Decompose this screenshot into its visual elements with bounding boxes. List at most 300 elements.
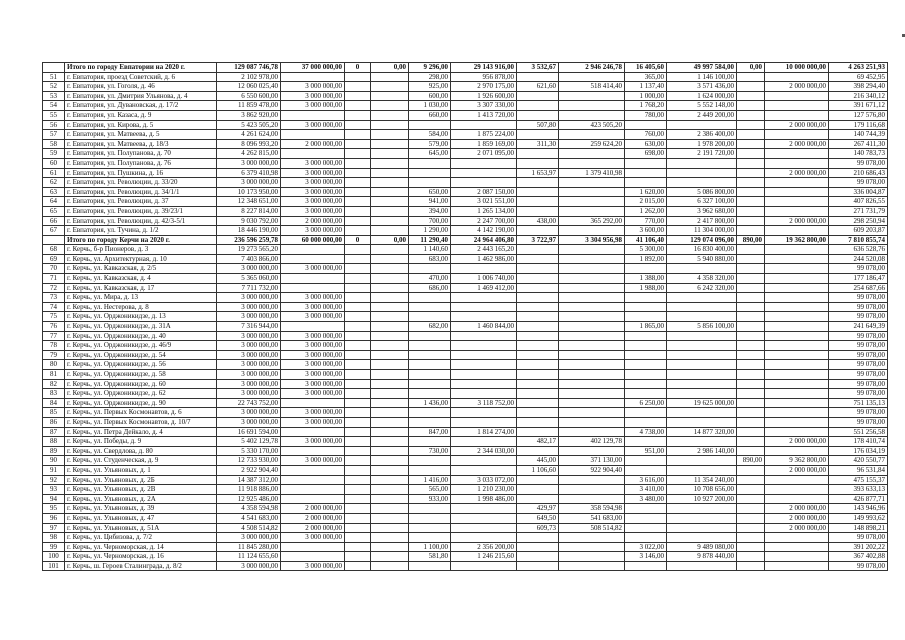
value-cell: 3 307 330,00	[451, 101, 517, 111]
value-cell: 22 743 752,00	[217, 398, 281, 408]
value-cell	[765, 398, 829, 408]
value-cell	[737, 533, 765, 543]
value-cell	[517, 398, 559, 408]
value-cell: 1 290,00	[409, 226, 451, 236]
value-cell	[625, 513, 667, 523]
value-cell	[737, 446, 765, 456]
row-number-cell: 84	[43, 398, 65, 408]
value-cell	[409, 513, 451, 523]
value-cell	[371, 552, 409, 562]
value-cell: 2 000 000,00	[765, 139, 829, 149]
value-cell	[737, 379, 765, 389]
address-cell: г. Евпатория, ул. Революции, д. 37	[65, 197, 217, 207]
value-cell	[517, 254, 559, 264]
value-cell: 780,00	[625, 110, 667, 120]
value-cell	[737, 139, 765, 149]
value-cell	[345, 523, 371, 533]
value-cell: 3 000 000,00	[217, 312, 281, 322]
value-cell	[281, 254, 345, 264]
value-cell	[517, 408, 559, 418]
value-cell	[517, 494, 559, 504]
row-number-cell: 98	[43, 533, 65, 543]
value-cell: 3 722,97	[517, 235, 559, 245]
table-row	[43, 149, 888, 159]
value-cell: 6 550 600,00	[217, 91, 281, 101]
table-row	[43, 398, 888, 408]
value-cell	[559, 322, 625, 332]
table-row	[43, 139, 888, 149]
value-cell: 1 262,00	[625, 206, 667, 216]
value-cell	[345, 101, 371, 111]
value-cell	[737, 341, 765, 351]
value-cell	[667, 350, 737, 360]
row-number-cell: 97	[43, 523, 65, 533]
value-cell	[667, 312, 737, 322]
value-cell: 11 859 478,00	[217, 101, 281, 111]
value-cell	[559, 446, 625, 456]
value-cell	[765, 283, 829, 293]
value-cell	[559, 533, 625, 543]
value-cell	[345, 552, 371, 562]
value-cell	[345, 293, 371, 303]
value-cell	[345, 139, 371, 149]
value-cell: 3 000 000,00	[217, 533, 281, 543]
value-cell: 5 940 880,00	[667, 254, 737, 264]
value-cell: 267 411,30	[829, 139, 888, 149]
table-row	[43, 322, 888, 332]
table-row	[43, 254, 888, 264]
value-cell	[451, 264, 517, 274]
value-cell: 636 528,76	[829, 245, 888, 255]
value-cell	[625, 561, 667, 571]
value-cell: 1 814 274,00	[451, 427, 517, 437]
value-cell	[451, 523, 517, 533]
value-cell	[371, 533, 409, 543]
row-number-cell: 82	[43, 379, 65, 389]
value-cell: 149 993,62	[829, 513, 888, 523]
value-cell	[345, 254, 371, 264]
value-cell	[517, 302, 559, 312]
value-cell	[517, 370, 559, 380]
table-row	[43, 408, 888, 418]
value-cell	[371, 322, 409, 332]
address-cell: Итого по городу Керчи на 2020 г.	[65, 235, 217, 245]
value-cell	[737, 149, 765, 159]
value-cell: 99 078,00	[829, 360, 888, 370]
value-cell: 3 000 000,00	[281, 293, 345, 303]
value-cell	[451, 417, 517, 427]
row-number-cell: 74	[43, 302, 65, 312]
value-cell: 9 489 080,00	[667, 542, 737, 552]
address-cell: г. Евпатория, ул. Кирова, д. 5	[65, 120, 217, 130]
address-cell: г. Керчь, ул. Орджоникидзе, д. 58	[65, 370, 217, 380]
value-cell	[559, 226, 625, 236]
value-cell	[559, 283, 625, 293]
row-number-cell: 70	[43, 264, 65, 274]
value-cell	[737, 82, 765, 92]
value-cell	[371, 82, 409, 92]
value-cell	[517, 101, 559, 111]
row-number-cell: 81	[43, 370, 65, 380]
value-cell	[371, 331, 409, 341]
value-cell	[345, 312, 371, 322]
row-number-cell: 75	[43, 312, 65, 322]
value-cell	[451, 331, 517, 341]
value-cell	[371, 494, 409, 504]
value-cell	[371, 206, 409, 216]
value-cell	[625, 331, 667, 341]
value-cell	[345, 149, 371, 159]
address-cell: г. Керчь, ул. Кавказская, д. 17	[65, 283, 217, 293]
address-cell: г. Керчь, ул. Орджоникидзе, д. 40	[65, 331, 217, 341]
value-cell: 4 261 624,00	[217, 130, 281, 140]
value-cell: 1 000,00	[625, 91, 667, 101]
value-cell	[371, 226, 409, 236]
table-row	[43, 360, 888, 370]
value-cell: 508 514,82	[559, 523, 625, 533]
value-cell	[517, 561, 559, 571]
value-cell	[667, 561, 737, 571]
table-row	[43, 312, 888, 322]
value-cell	[517, 91, 559, 101]
row-number-cell: 94	[43, 494, 65, 504]
value-cell: 371 130,00	[559, 456, 625, 466]
table-row	[43, 283, 888, 293]
value-cell: 3 000 000,00	[281, 417, 345, 427]
table-row	[43, 206, 888, 216]
value-cell	[451, 456, 517, 466]
value-cell: 3 000 000,00	[281, 350, 345, 360]
row-number-cell: 53	[43, 91, 65, 101]
value-cell: 2 247 700,00	[451, 216, 517, 226]
row-number-cell: 83	[43, 389, 65, 399]
row-number-cell: 96	[43, 513, 65, 523]
value-cell	[345, 197, 371, 207]
value-cell	[517, 331, 559, 341]
row-number-cell: 66	[43, 216, 65, 226]
value-cell	[371, 513, 409, 523]
value-cell: 254 687,66	[829, 283, 888, 293]
value-cell	[737, 110, 765, 120]
value-cell: 1 988,00	[625, 283, 667, 293]
row-number-cell: 51	[43, 72, 65, 82]
row-number-cell: 93	[43, 485, 65, 495]
row-number-cell: 61	[43, 168, 65, 178]
value-cell: 3 000 000,00	[217, 561, 281, 571]
address-cell: г. Евпатория, ул. Революции, д. 34/1/1	[65, 187, 217, 197]
value-cell	[371, 504, 409, 514]
value-cell	[345, 427, 371, 437]
value-cell	[451, 465, 517, 475]
value-cell: 37 000 000,00	[281, 63, 345, 73]
table-row	[43, 331, 888, 341]
value-cell	[517, 187, 559, 197]
value-cell	[345, 110, 371, 120]
value-cell: 5 402 129,78	[217, 437, 281, 447]
value-cell: 3 304 956,98	[559, 235, 625, 245]
value-cell	[345, 264, 371, 274]
value-cell: 2 102 978,00	[217, 72, 281, 82]
value-cell: 1 978 200,00	[667, 139, 737, 149]
value-cell	[765, 533, 829, 543]
value-cell: 3 000 000,00	[281, 312, 345, 322]
value-cell	[409, 417, 451, 427]
address-cell: г. Керчь, ул. Орджоникидзе, д. 13	[65, 312, 217, 322]
value-cell: 12 060 025,40	[217, 82, 281, 92]
value-cell: 3 000 000,00	[217, 379, 281, 389]
value-cell: 7 810 855,74	[829, 235, 888, 245]
value-cell: 5 856 100,00	[667, 322, 737, 332]
value-cell	[559, 379, 625, 389]
address-cell: г. Евпатория, ул. Дувановская, д. 17/2	[65, 101, 217, 111]
table-row	[43, 465, 888, 475]
value-cell: 140 744,39	[829, 130, 888, 140]
value-cell: 210 686,43	[829, 168, 888, 178]
value-cell	[409, 341, 451, 351]
value-cell	[345, 513, 371, 523]
value-cell	[345, 216, 371, 226]
value-cell: 358 594,98	[559, 504, 625, 514]
value-cell: 686,00	[409, 283, 451, 293]
value-cell	[409, 312, 451, 322]
row-number-cell	[43, 235, 65, 245]
value-cell	[345, 370, 371, 380]
value-cell: 423 505,20	[559, 120, 625, 130]
address-cell: г. Евпатория, ул. Полупанова, д. 70	[65, 149, 217, 159]
value-cell	[559, 408, 625, 418]
value-cell	[737, 427, 765, 437]
value-cell	[371, 197, 409, 207]
value-cell	[517, 475, 559, 485]
value-cell: 475 155,37	[829, 475, 888, 485]
value-cell: 1 653,97	[517, 168, 559, 178]
value-cell	[667, 293, 737, 303]
value-cell	[451, 178, 517, 188]
value-cell: 1 469 412,00	[451, 283, 517, 293]
value-cell: 4 738,00	[625, 427, 667, 437]
value-cell	[765, 552, 829, 562]
value-cell	[625, 312, 667, 322]
value-cell	[451, 293, 517, 303]
total-row	[43, 63, 888, 73]
value-cell	[517, 197, 559, 207]
value-cell	[371, 139, 409, 149]
table-row	[43, 341, 888, 351]
value-cell	[737, 513, 765, 523]
value-cell	[409, 158, 451, 168]
value-cell	[451, 561, 517, 571]
value-cell: 1 768,20	[625, 101, 667, 111]
value-cell: 129 074 096,00	[667, 235, 737, 245]
value-cell	[559, 542, 625, 552]
value-cell	[371, 312, 409, 322]
value-cell: 3 000 000,00	[281, 168, 345, 178]
row-number-cell: 80	[43, 360, 65, 370]
value-cell	[559, 187, 625, 197]
value-cell	[559, 245, 625, 255]
value-cell: 2 191 720,00	[667, 149, 737, 159]
value-cell	[281, 72, 345, 82]
value-cell	[625, 158, 667, 168]
value-cell: 3 000 000,00	[217, 360, 281, 370]
value-cell	[737, 322, 765, 332]
value-cell	[625, 350, 667, 360]
value-cell	[667, 408, 737, 418]
value-cell	[517, 427, 559, 437]
value-cell	[737, 389, 765, 399]
value-cell	[517, 206, 559, 216]
value-cell: 2 443 165,20	[451, 245, 517, 255]
value-cell	[451, 360, 517, 370]
value-cell	[737, 331, 765, 341]
value-cell: 2 986 140,00	[667, 446, 737, 456]
row-number-cell: 69	[43, 254, 65, 264]
value-cell	[517, 350, 559, 360]
value-cell: 16 691 594,00	[217, 427, 281, 437]
value-cell: 0,00	[371, 63, 409, 73]
row-number-cell: 79	[43, 350, 65, 360]
value-cell	[559, 331, 625, 341]
value-cell	[345, 206, 371, 216]
address-cell: г. Керчь, ш. Героев Сталинграда, д. 8/2	[65, 561, 217, 571]
value-cell: 4 508 514,82	[217, 523, 281, 533]
value-cell	[765, 360, 829, 370]
value-cell: 3 480,00	[625, 494, 667, 504]
value-cell	[281, 283, 345, 293]
value-cell: 609 203,87	[829, 226, 888, 236]
value-cell	[737, 465, 765, 475]
value-cell: 1 416,00	[409, 475, 451, 485]
row-number-cell: 91	[43, 465, 65, 475]
address-cell: г. Керчь, ул. Ульяновых, д. 2А	[65, 494, 217, 504]
value-cell	[517, 389, 559, 399]
value-cell	[667, 504, 737, 514]
value-cell: 398 294,40	[829, 82, 888, 92]
value-cell	[409, 533, 451, 543]
value-cell: 1 146 100,00	[667, 72, 737, 82]
value-cell: 12 925 486,00	[217, 494, 281, 504]
value-cell	[559, 293, 625, 303]
value-cell: 3 962 680,00	[667, 206, 737, 216]
value-cell	[765, 475, 829, 485]
value-cell	[345, 130, 371, 140]
value-cell: 10 000 000,00	[765, 63, 829, 73]
table-row	[43, 120, 888, 130]
value-cell: 951,00	[625, 446, 667, 456]
value-cell	[371, 446, 409, 456]
value-cell: 1 413 720,00	[451, 110, 517, 120]
value-cell	[409, 293, 451, 303]
value-cell	[737, 101, 765, 111]
value-cell	[345, 226, 371, 236]
value-cell	[667, 513, 737, 523]
address-cell: г. Керчь, ул. Первых Космонавтов, д. 10/7	[65, 417, 217, 427]
value-cell	[737, 178, 765, 188]
table-row	[43, 168, 888, 178]
value-cell	[737, 475, 765, 485]
value-cell	[737, 293, 765, 303]
value-cell: 3 000 000,00	[217, 370, 281, 380]
value-cell: 99 078,00	[829, 370, 888, 380]
address-cell: г. Евпатория, ул. Пушкина, д. 16	[65, 168, 217, 178]
value-cell	[625, 302, 667, 312]
address-cell: г. Керчь, ул. Архитектурная, д. 10	[65, 254, 217, 264]
value-cell: 3 000 000,00	[281, 533, 345, 543]
value-cell: 99 078,00	[829, 158, 888, 168]
value-cell	[345, 379, 371, 389]
value-cell	[371, 293, 409, 303]
value-cell	[559, 312, 625, 322]
value-cell	[345, 437, 371, 447]
value-cell	[559, 475, 625, 485]
value-cell	[451, 379, 517, 389]
value-cell	[765, 561, 829, 571]
value-cell	[765, 274, 829, 284]
value-cell: 3 862 920,00	[217, 110, 281, 120]
address-cell: г. Керчь, ул. Свердлова, д. 80	[65, 446, 217, 456]
value-cell	[667, 465, 737, 475]
value-cell	[371, 158, 409, 168]
value-cell	[625, 465, 667, 475]
value-cell	[737, 158, 765, 168]
value-cell: 600,00	[409, 91, 451, 101]
value-cell	[625, 379, 667, 389]
value-cell	[559, 398, 625, 408]
value-cell: 2 000 000,00	[281, 216, 345, 226]
value-cell	[409, 350, 451, 360]
value-cell	[737, 245, 765, 255]
value-cell	[371, 417, 409, 427]
value-cell	[409, 370, 451, 380]
value-cell	[559, 360, 625, 370]
value-cell: 391 671,12	[829, 101, 888, 111]
value-cell	[737, 187, 765, 197]
value-cell	[559, 254, 625, 264]
table-row	[43, 533, 888, 543]
value-cell: 1 865,00	[625, 322, 667, 332]
value-cell	[409, 456, 451, 466]
value-cell	[517, 110, 559, 120]
value-cell: 541 683,00	[559, 513, 625, 523]
value-cell	[371, 360, 409, 370]
value-cell: 2 922 904,40	[217, 465, 281, 475]
value-cell	[409, 264, 451, 274]
value-cell	[559, 389, 625, 399]
value-cell: 6 327 100,00	[667, 197, 737, 207]
value-cell	[345, 561, 371, 571]
value-cell: 3 022,00	[625, 542, 667, 552]
value-cell	[765, 130, 829, 140]
value-cell	[371, 216, 409, 226]
value-cell: 565,00	[409, 485, 451, 495]
value-cell	[281, 245, 345, 255]
value-cell	[451, 437, 517, 447]
repair-budget-table	[42, 62, 888, 571]
value-cell: 922 904,40	[559, 465, 625, 475]
address-cell: г. Евпатория, ул. Матвеева, д. 18/3	[65, 139, 217, 149]
value-cell: 621,60	[517, 82, 559, 92]
value-cell: 3 021 551,00	[451, 197, 517, 207]
table-row	[43, 417, 888, 427]
value-cell	[451, 341, 517, 351]
value-cell: 9 362 800,00	[765, 456, 829, 466]
value-cell: 2 000 000,00	[281, 513, 345, 523]
value-cell	[345, 178, 371, 188]
value-cell	[345, 504, 371, 514]
table-row	[43, 523, 888, 533]
value-cell	[765, 427, 829, 437]
value-cell	[281, 110, 345, 120]
